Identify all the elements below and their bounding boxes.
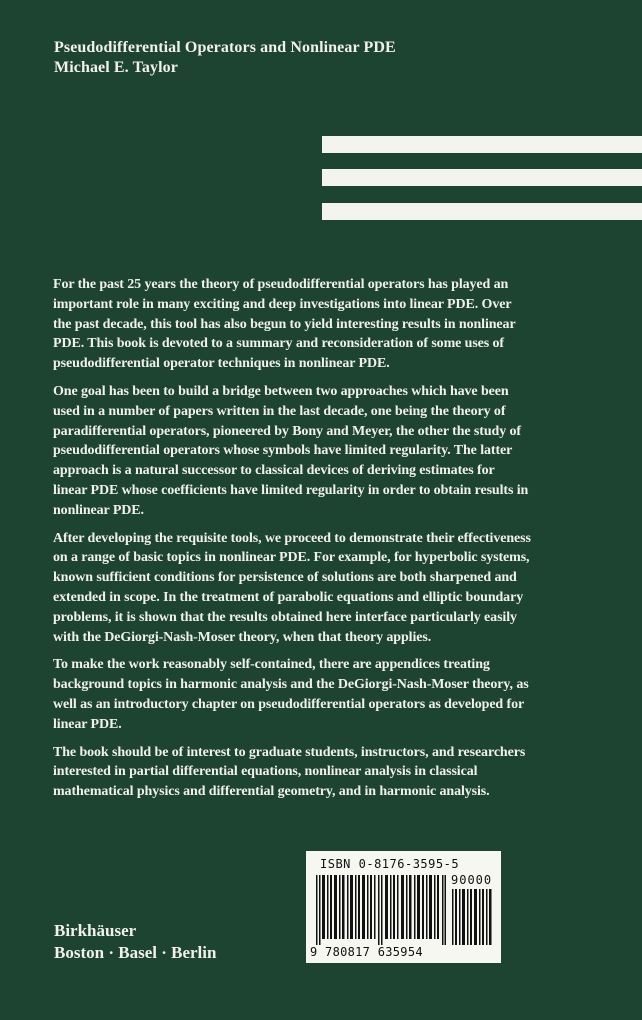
publisher-block <box>54 920 216 964</box>
addon-code: 90000 <box>451 873 493 887</box>
book-title: Pseudodifferential Operators and Nonlinear PDE <box>54 39 396 56</box>
blurb-paragraph: The book should be of interest to graduate students, instructors, and researchers interested in partial differential equations, nonlinear analysis in classical mathematical physics and differential geometry, and in harmonic analysis. <box>53 744 526 800</box>
ean-barcode-icon <box>316 875 446 945</box>
addon-barcode-icon <box>452 889 492 945</box>
isbn-label: ISBN 0-8176-3595-5 <box>320 857 460 871</box>
blurb-paragraph: For the past 25 years the theory of pseudodifferential operators has played an important role in many exciting and deep investigations into linear PDE. Over the past decade, this tool has also begun to yield interesting results in nonlinear PDE. This book is devoted to a summary and reconsideration of some uses of pseudodifferential operator techniques in nonlinear PDE. <box>53 277 516 372</box>
publisher-cities: Boston · Basel · Berlin <box>54 943 217 962</box>
decorative-stripe <box>322 136 642 153</box>
publisher-name: Birkhäuser <box>54 921 137 940</box>
barcode <box>306 851 501 963</box>
blurb-paragraph: After developing the requisite tools, we proceed to demonstrate their effectiveness on a range of basic topics in nonlinear PDE. For example, for hyperbolic systems, known sufficient conditions for persistence of solutions are both sharpened and extended in scope. In the treatment of parabolic equations and elliptic boundary problems, it is shown that the results obtained here interface particularly easily with the DeGiorgi-Nash-Moser theory, when that theory applies. <box>53 530 531 645</box>
blurb-paragraph: To make the work reasonably self-contained, there are appendices treating background topics in harmonic analysis and the DeGiorgi-Nash-Moser theory, as well as an introductory chapter on pseudodifferential operators as developed for linear PDE. <box>53 657 529 732</box>
blurb <box>53 275 531 810</box>
author-name: Michael E. Taylor <box>54 59 178 76</box>
decorative-stripe <box>322 169 642 186</box>
cover-header <box>54 38 396 78</box>
decorative-stripe <box>322 203 642 220</box>
ean-number: 9 780817 635954 <box>310 945 423 959</box>
blurb-paragraph: One goal has been to build a bridge between two approaches which have been used in a number of papers written in the last decade, one being the theory of paradifferential operators, pioneered by Bony and Meyer, the other the study of pseudodifferential operators whose symbols have limited regularity. The latter approach is a natural successor to classical devices of deriving estimates for linear PDE whose coefficients have limited regularity in order to obtain results in nonlinear PDE. <box>53 383 529 518</box>
